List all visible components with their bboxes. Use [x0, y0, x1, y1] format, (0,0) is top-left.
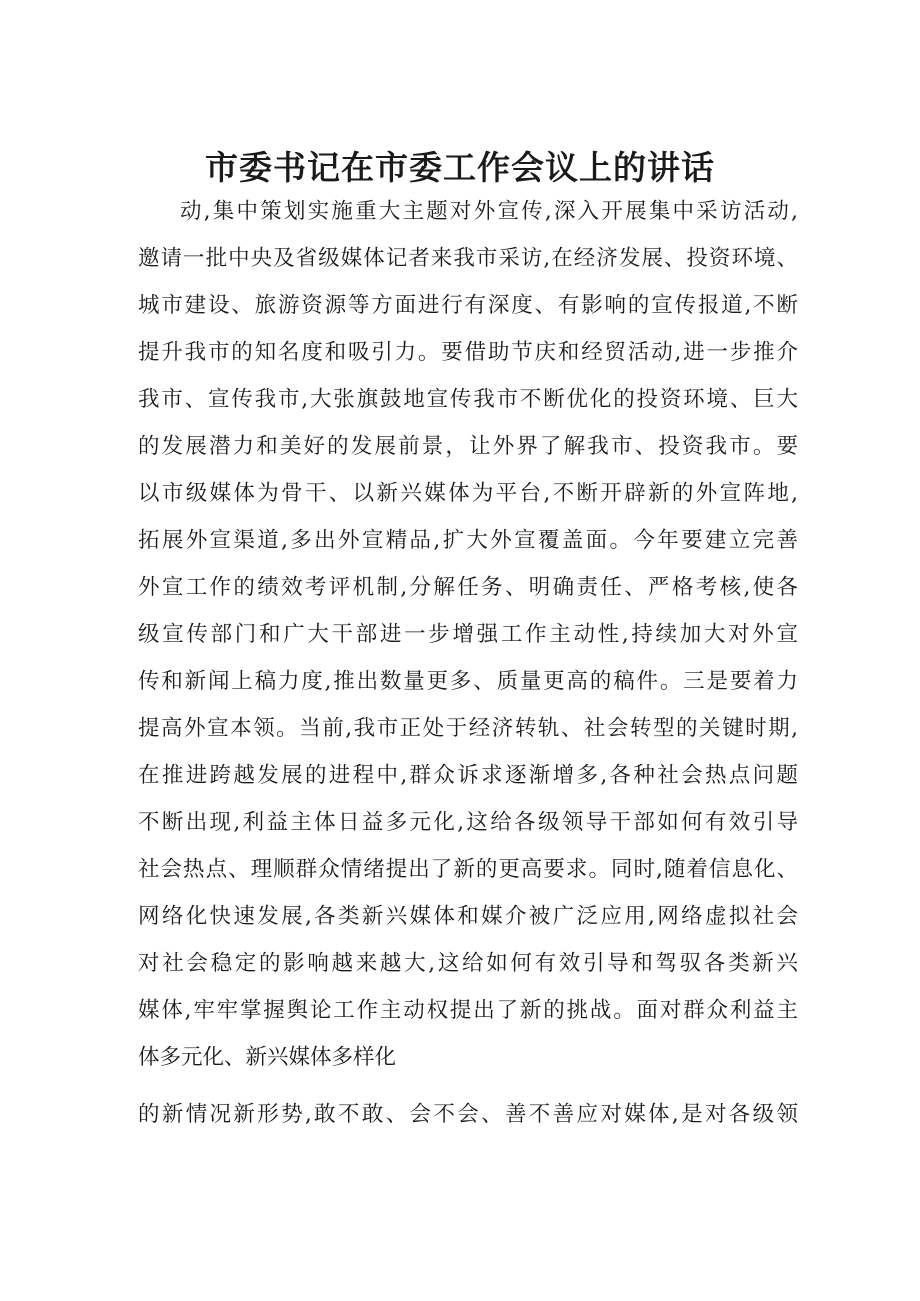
body-line: 提高外宣本领。当前,我市正处于经济转轨、社会转型的关键时期, [138, 716, 798, 741]
body-line: 城市建设、旅游资源等方面进行有深度、有影响的宣传报道,不断 [138, 293, 798, 318]
body-line: 外宣工作的绩效考评机制,分解任务、明确责任、严格考核,使各 [138, 575, 798, 600]
body-line: 网络化快速发展,各类新兴媒体和媒介被广泛应用,网络虚拟社会 [138, 904, 798, 929]
body-line: 对社会稳定的影响越来越大,这给如何有效引导和驾驭各类新兴 [138, 951, 798, 976]
body-line: 我市、宣传我市,大张旗鼓地宣传我市不断优化的投资环境、巨大 [138, 387, 798, 412]
body-line: 提升我市的知名度和吸引力。要借助节庆和经贸活动,进一步推介 [138, 340, 798, 365]
body-line: 媒体,牢牢掌握舆论工作主动权提出了新的挑战。面对群众利益主 [138, 998, 798, 1023]
body-line: 在推进跨越发展的进程中,群众诉求逐渐增多,各种社会热点问题 [138, 763, 798, 788]
body-line: 体多元化、新兴媒体多样化 [138, 1045, 397, 1070]
body-line: 动,集中策划实施重大主题对外宣传,深入开展集中采访活动, [180, 199, 798, 224]
body-line: 邀请一批中央及省级媒体记者来我市采访,在经济发展、投资环境、 [138, 246, 798, 271]
document-title: 市委书记在市委工作会议上的讲话 [205, 148, 715, 187]
body-text [138, 188, 798, 1138]
body-line: 的发展潜力和美好的发展前景，让外界了解我市、投资我市。要 [138, 434, 798, 459]
body-line: 以市级媒体为骨干、以新兴媒体为平台,不断开辟新的外宣阵地, [138, 481, 798, 506]
body-line: 传和新闻上稿力度,推出数量更多、质量更高的稿件。三是要着力 [138, 669, 798, 694]
body-line: 级宣传部门和广大干部进一步增强工作主动性,持续加大对外宣 [138, 622, 798, 647]
continuation-line: 的新情况新形势,敢不敢、会不会、善不善应对媒体,是对各级领 [138, 1102, 798, 1127]
body-line: 社会热点、理顺群众情绪提出了新的更高要求。同时,随着信息化、 [138, 857, 798, 882]
paragraph-gap [138, 1081, 798, 1091]
body-line: 拓展外宣渠道,多出外宣精品,扩大外宣覆盖面。今年要建立完善 [138, 528, 798, 553]
body-line: 不断出现,利益主体日益多元化,这给各级领导干部如何有效引导 [138, 810, 798, 835]
